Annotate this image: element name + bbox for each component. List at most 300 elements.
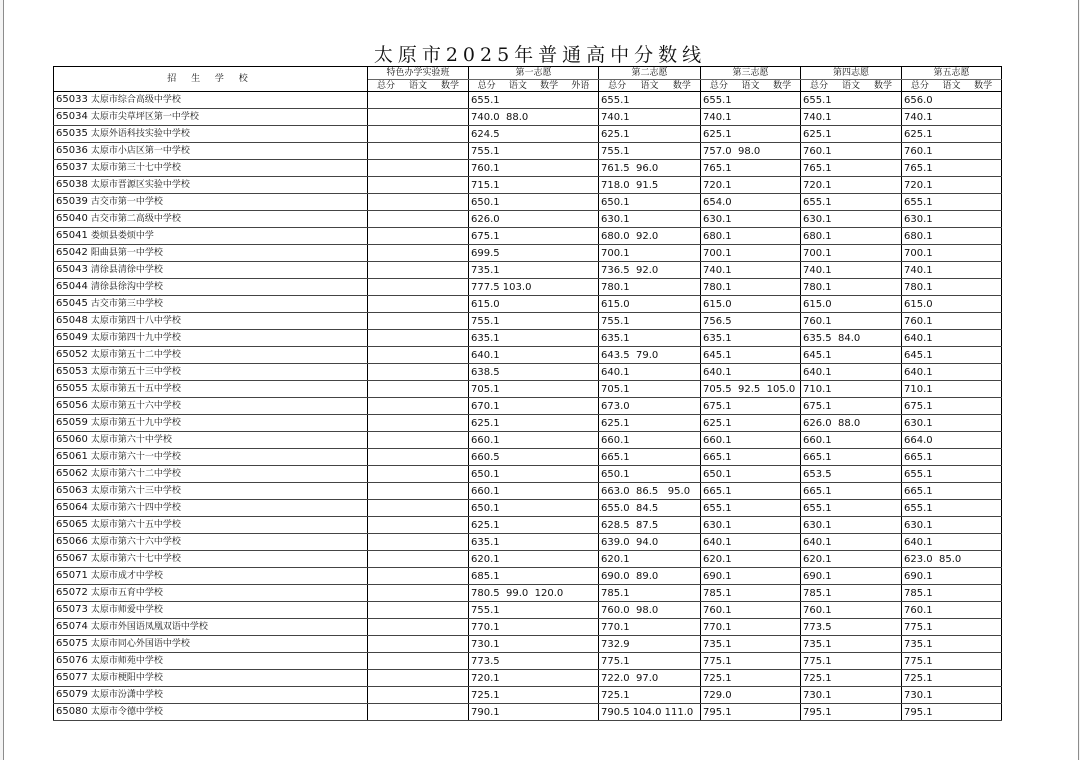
subject-label: 数学 [974, 80, 993, 91]
score-cell-v1: 730.1 [469, 636, 599, 653]
score-cell-v5: 665.1 [902, 449, 1002, 466]
score-cell-v2: 655.1 [599, 92, 701, 109]
subject-label: 语文 [508, 80, 527, 91]
subject-label: 语文 [741, 80, 760, 91]
header-subjects-5 [902, 80, 1002, 92]
score-cell-v5: 615.0 [902, 296, 1002, 313]
table-row [54, 636, 1002, 653]
score-cell-v2: 700.1 [599, 245, 701, 262]
score-cell-v4: 665.1 [801, 483, 902, 500]
subject-label: 数学 [773, 80, 792, 91]
score-cell-v1: 625.1 [469, 517, 599, 534]
score-cell-v2: 722.0 97.0 [599, 670, 701, 687]
school-name: 太原市第六十五中学校 [90, 520, 181, 530]
table-row [54, 602, 1002, 619]
score-cell-v1: 740.0 88.0 [469, 109, 599, 126]
subject-label: 外语 [571, 80, 590, 91]
score-cell-v5: 780.1 [902, 279, 1002, 296]
score-cell-v5: 656.0 [902, 92, 1002, 109]
score-cell-v2: 643.5 79.0 [599, 347, 701, 364]
score-cell-v4: 665.1 [801, 449, 902, 466]
score-cell-v3: 675.1 [701, 398, 801, 415]
score-cell-tese [368, 262, 469, 279]
table-row [54, 670, 1002, 687]
score-cell-v2: 635.1 [599, 330, 701, 347]
score-cell-v5: 775.1 [902, 653, 1002, 670]
score-cell-v5: 655.1 [902, 194, 1002, 211]
school-code: 65071 [56, 570, 88, 581]
school-name: 太原市五育中学校 [90, 588, 163, 598]
score-cell-v5: 664.0 [902, 432, 1002, 449]
score-cell-tese [368, 687, 469, 704]
score-cell-v4: 626.0 88.0 [801, 415, 902, 432]
score-cell-v1: 699.5 [469, 245, 599, 262]
score-cell-v1: 660.5 [469, 449, 599, 466]
subject-label: 总分 [709, 80, 728, 91]
score-cell-v5: 645.1 [902, 347, 1002, 364]
score-cell-v1: 615.0 [469, 296, 599, 313]
score-cell-tese [368, 296, 469, 313]
table-row [54, 432, 1002, 449]
score-cell-v2: 640.1 [599, 364, 701, 381]
score-cell-v4: 640.1 [801, 534, 902, 551]
score-cell-v3: 654.0 [701, 194, 801, 211]
score-cell-v1: 755.1 [469, 313, 599, 330]
school-cell [54, 296, 368, 313]
score-cell-v5: 760.1 [902, 313, 1002, 330]
table-row [54, 92, 1002, 109]
school-name: 太原市第四十九中学校 [90, 333, 181, 343]
header-subjects-0 [368, 80, 469, 92]
score-cell-v1: 720.1 [469, 670, 599, 687]
score-cell-v3: 690.1 [701, 568, 801, 585]
score-cell-v1: 735.1 [469, 262, 599, 279]
school-name: 清徐县徐沟中学校 [90, 282, 163, 292]
header-group-1: 第一志愿 [469, 67, 599, 80]
score-cell-v4: 760.1 [801, 313, 902, 330]
score-cell-tese [368, 551, 469, 568]
score-cell-v4: 700.1 [801, 245, 902, 262]
school-code: 65067 [56, 553, 88, 564]
school-cell [54, 670, 368, 687]
table-row [54, 551, 1002, 568]
subject-label: 语文 [640, 80, 659, 91]
score-cell-v2: 755.1 [599, 313, 701, 330]
score-cell-v3: 630.1 [701, 517, 801, 534]
score-cell-v5: 640.1 [902, 330, 1002, 347]
school-name: 清徐县清徐中学校 [90, 265, 163, 275]
school-code: 65073 [56, 604, 88, 615]
score-cell-v4: 760.1 [801, 602, 902, 619]
subject-label: 总分 [376, 80, 395, 91]
table-row [54, 585, 1002, 602]
score-cell-v4: 775.1 [801, 653, 902, 670]
school-code: 65056 [56, 400, 88, 411]
school-code: 65059 [56, 417, 88, 428]
score-cell-v2: 625.1 [599, 126, 701, 143]
score-cell-v1: 635.1 [469, 534, 599, 551]
table-row [54, 449, 1002, 466]
score-cell-v4: 735.1 [801, 636, 902, 653]
score-cell-v5: 785.1 [902, 585, 1002, 602]
school-name: 太原市第三十七中学校 [90, 163, 181, 173]
score-cell-v4: 710.1 [801, 381, 902, 398]
school-code: 65076 [56, 655, 88, 666]
score-cell-v4: 655.1 [801, 194, 902, 211]
score-cell-tese [368, 585, 469, 602]
score-cell-v1: 675.1 [469, 228, 599, 245]
table-row [54, 500, 1002, 517]
score-cell-tese [368, 415, 469, 432]
score-cell-v4: 653.5 [801, 466, 902, 483]
score-cell-tese [368, 211, 469, 228]
score-cell-v3: 625.1 [701, 415, 801, 432]
score-cell-tese [368, 177, 469, 194]
school-cell [54, 568, 368, 585]
header-school: 招 生 学 校 [54, 67, 368, 92]
score-cell-v3: 660.1 [701, 432, 801, 449]
score-cell-v1: 620.1 [469, 551, 599, 568]
score-cell-tese [368, 466, 469, 483]
score-cell-v3: 785.1 [701, 585, 801, 602]
score-cell-v1: 638.5 [469, 364, 599, 381]
table-row [54, 347, 1002, 364]
score-cell-tese [368, 636, 469, 653]
score-cell-v4: 625.1 [801, 126, 902, 143]
score-cell-v3: 770.1 [701, 619, 801, 636]
table-row [54, 704, 1002, 721]
score-cell-v2: 780.1 [599, 279, 701, 296]
score-cell-tese [368, 92, 469, 109]
score-cell-v4: 785.1 [801, 585, 902, 602]
school-code: 65035 [56, 128, 88, 139]
school-name: 太原市第六十三中学校 [90, 486, 181, 496]
score-cell-v5: 655.1 [902, 500, 1002, 517]
score-cell-v3: 630.1 [701, 211, 801, 228]
school-code: 65042 [56, 247, 88, 258]
table-row [54, 398, 1002, 415]
school-name: 太原市师爱中学校 [90, 605, 163, 615]
score-cell-v5: 700.1 [902, 245, 1002, 262]
subject-label: 总分 [809, 80, 828, 91]
school-code: 65038 [56, 179, 88, 190]
score-cell-v4: 615.0 [801, 296, 902, 313]
table-row [54, 279, 1002, 296]
score-cell-v3: 655.1 [701, 500, 801, 517]
score-cell-v4: 660.1 [801, 432, 902, 449]
score-cell-tese [368, 398, 469, 415]
score-cell-v5: 630.1 [902, 415, 1002, 432]
school-cell [54, 636, 368, 653]
score-cell-v3: 635.1 [701, 330, 801, 347]
school-name: 太原市汾潇中学校 [90, 690, 163, 700]
score-cell-v2: 785.1 [599, 585, 701, 602]
score-cell-tese [368, 126, 469, 143]
school-name: 太原市第五十二中学校 [90, 350, 181, 360]
school-cell [54, 262, 368, 279]
subject-label: 语文 [408, 80, 427, 91]
score-cell-v4: 725.1 [801, 670, 902, 687]
school-cell [54, 415, 368, 432]
school-cell [54, 398, 368, 415]
score-cell-v5: 680.1 [902, 228, 1002, 245]
score-cell-v3: 625.1 [701, 126, 801, 143]
score-cell-v5: 795.1 [902, 704, 1002, 721]
school-cell [54, 432, 368, 449]
score-cell-v4: 655.1 [801, 92, 902, 109]
school-name: 太原市令德中学校 [90, 707, 163, 717]
school-name: 太原市晋源区实验中学校 [90, 180, 190, 190]
school-name: 阳曲县第一中学校 [90, 248, 163, 258]
school-name: 古交市第二高级中学校 [90, 214, 181, 224]
school-cell [54, 602, 368, 619]
score-cell-v2: 775.1 [599, 653, 701, 670]
score-cell-tese [368, 432, 469, 449]
score-cell-v1: 777.5 103.0 [469, 279, 599, 296]
school-name: 古交市第一中学校 [90, 197, 163, 207]
score-cell-tese [368, 449, 469, 466]
subject-label: 语文 [841, 80, 860, 91]
score-cell-v2: 628.5 87.5 [599, 517, 701, 534]
school-cell [54, 500, 368, 517]
school-cell [54, 126, 368, 143]
score-cell-tese [368, 330, 469, 347]
score-cell-v2: 673.0 [599, 398, 701, 415]
school-name: 太原市外国语凤凰双语中学校 [90, 622, 208, 632]
school-name: 太原市师苑中学校 [90, 656, 163, 666]
school-cell [54, 160, 368, 177]
score-cell-v3: 665.1 [701, 449, 801, 466]
score-cell-v5: 775.1 [902, 619, 1002, 636]
table-row [54, 245, 1002, 262]
school-cell [54, 619, 368, 636]
score-cell-v5: 710.1 [902, 381, 1002, 398]
school-cell [54, 279, 368, 296]
score-cell-v5: 640.1 [902, 364, 1002, 381]
school-cell [54, 313, 368, 330]
score-cell-tese [368, 279, 469, 296]
subject-label: 数学 [540, 80, 559, 91]
score-cell-v5: 730.1 [902, 687, 1002, 704]
score-cell-v2: 732.9 [599, 636, 701, 653]
school-code: 65062 [56, 468, 88, 479]
table-row [54, 262, 1002, 279]
score-cell-v2: 615.0 [599, 296, 701, 313]
header-subjects-2 [599, 80, 701, 92]
table-row [54, 568, 1002, 585]
score-cell-v4: 645.1 [801, 347, 902, 364]
school-cell [54, 347, 368, 364]
score-cell-v4: 795.1 [801, 704, 902, 721]
score-cell-v2: 736.5 92.0 [599, 262, 701, 279]
score-cell-v2: 650.1 [599, 466, 701, 483]
table-row [54, 687, 1002, 704]
score-cell-v5: 735.1 [902, 636, 1002, 653]
score-cell-v2: 690.0 89.0 [599, 568, 701, 585]
header-group-3: 第三志愿 [701, 67, 801, 80]
table-row [54, 313, 1002, 330]
table-row [54, 177, 1002, 194]
score-cell-v2: 655.0 84.5 [599, 500, 701, 517]
table-row [54, 534, 1002, 551]
score-cell-tese [368, 483, 469, 500]
score-cell-v5: 740.1 [902, 262, 1002, 279]
score-cell-v2: 705.1 [599, 381, 701, 398]
score-cell-v1: 650.1 [469, 500, 599, 517]
school-name: 太原市第五十六中学校 [90, 401, 181, 411]
score-cell-tese [368, 194, 469, 211]
subject-label: 数学 [672, 80, 691, 91]
school-name: 太原市同心外国语中学校 [90, 639, 190, 649]
table-row [54, 619, 1002, 636]
score-cell-v5: 760.1 [902, 143, 1002, 160]
score-cell-v4: 680.1 [801, 228, 902, 245]
table-row [54, 160, 1002, 177]
score-table [53, 66, 1002, 721]
score-cell-v2: 630.1 [599, 211, 701, 228]
score-cell-v2: 755.1 [599, 143, 701, 160]
score-cell-v2: 625.1 [599, 415, 701, 432]
school-name: 太原市第五十五中学校 [90, 384, 181, 394]
school-name: 太原市第六十六中学校 [90, 537, 181, 547]
score-cell-v4: 773.5 [801, 619, 902, 636]
school-code: 65072 [56, 587, 88, 598]
school-code: 65063 [56, 485, 88, 496]
score-cell-v5: 765.1 [902, 160, 1002, 177]
score-cell-v2: 770.1 [599, 619, 701, 636]
score-cell-v3: 795.1 [701, 704, 801, 721]
score-cell-v3: 775.1 [701, 653, 801, 670]
table-body [54, 92, 1002, 721]
score-cell-v5: 760.1 [902, 602, 1002, 619]
school-code: 65080 [56, 706, 88, 717]
score-cell-v1: 780.5 99.0 120.0 [469, 585, 599, 602]
score-cell-v2: 718.0 91.5 [599, 177, 701, 194]
header-subjects-3 [701, 80, 801, 92]
score-cell-v4: 635.5 84.0 [801, 330, 902, 347]
school-code: 65053 [56, 366, 88, 377]
header-group-5: 第五志愿 [902, 67, 1002, 80]
header-group-tese: 特色办学实验班 [368, 67, 469, 80]
school-cell [54, 585, 368, 602]
header-subjects-1 [469, 80, 599, 92]
school-name: 太原市第四十八中学校 [90, 316, 181, 326]
header-group-4: 第四志愿 [801, 67, 902, 80]
score-cell-v1: 635.1 [469, 330, 599, 347]
score-cell-v4: 640.1 [801, 364, 902, 381]
score-cell-v1: 770.1 [469, 619, 599, 636]
score-cell-v3: 757.0 98.0 [701, 143, 801, 160]
score-cell-v3: 720.1 [701, 177, 801, 194]
school-name: 太原市成才中学校 [90, 571, 163, 581]
score-cell-tese [368, 228, 469, 245]
score-cell-v1: 705.1 [469, 381, 599, 398]
score-cell-v3: 740.1 [701, 262, 801, 279]
school-cell [54, 534, 368, 551]
score-cell-v2: 725.1 [599, 687, 701, 704]
school-code: 65060 [56, 434, 88, 445]
score-cell-v1: 655.1 [469, 92, 599, 109]
score-cell-v4: 720.1 [801, 177, 902, 194]
table-row [54, 126, 1002, 143]
score-cell-v4: 760.1 [801, 143, 902, 160]
score-cell-tese [368, 364, 469, 381]
score-cell-v3: 780.1 [701, 279, 801, 296]
table-row [54, 517, 1002, 534]
school-code: 65079 [56, 689, 88, 700]
school-code: 65037 [56, 162, 88, 173]
table-row [54, 381, 1002, 398]
score-cell-v3: 700.1 [701, 245, 801, 262]
score-cell-v4: 740.1 [801, 109, 902, 126]
school-cell [54, 228, 368, 245]
score-cell-v3: 665.1 [701, 483, 801, 500]
score-cell-v3: 620.1 [701, 551, 801, 568]
score-cell-tese [368, 704, 469, 721]
score-cell-v5: 640.1 [902, 534, 1002, 551]
subject-label: 数学 [873, 80, 892, 91]
score-cell-tese [368, 381, 469, 398]
score-cell-v1: 773.5 [469, 653, 599, 670]
table-row [54, 143, 1002, 160]
school-name: 太原市第六十二中学校 [90, 469, 181, 479]
score-cell-v2: 639.0 94.0 [599, 534, 701, 551]
school-name: 太原市尖草坪区第一中学校 [90, 112, 199, 122]
school-cell [54, 109, 368, 126]
table-row [54, 466, 1002, 483]
school-code: 65048 [56, 315, 88, 326]
school-name: 太原市第六十中学校 [90, 435, 172, 445]
score-cell-tese [368, 619, 469, 636]
school-code: 65036 [56, 145, 88, 156]
score-cell-v1: 790.1 [469, 704, 599, 721]
score-cell-tese [368, 602, 469, 619]
score-cell-v1: 626.0 [469, 211, 599, 228]
score-cell-v3: 655.1 [701, 92, 801, 109]
score-cell-v1: 755.1 [469, 143, 599, 160]
score-cell-v1: 660.1 [469, 432, 599, 449]
school-code: 65049 [56, 332, 88, 343]
score-cell-v1: 685.1 [469, 568, 599, 585]
score-cell-tese [368, 143, 469, 160]
score-cell-tese [368, 500, 469, 517]
school-cell [54, 704, 368, 721]
score-cell-v2: 663.0 86.5 95.0 [599, 483, 701, 500]
score-cell-v4: 690.1 [801, 568, 902, 585]
score-cell-v5: 630.1 [902, 517, 1002, 534]
subject-label: 总分 [608, 80, 627, 91]
school-name: 太原市第五十九中学校 [90, 418, 181, 428]
school-code: 65065 [56, 519, 88, 530]
score-cell-v5: 630.1 [902, 211, 1002, 228]
subject-label: 数学 [440, 80, 459, 91]
score-cell-tese [368, 347, 469, 364]
school-name: 古交市第三中学校 [90, 299, 163, 309]
school-cell [54, 466, 368, 483]
subject-label: 总分 [910, 80, 929, 91]
score-cell-v3: 615.0 [701, 296, 801, 313]
score-cell-v4: 630.1 [801, 211, 902, 228]
score-cell-v3: 740.1 [701, 109, 801, 126]
school-name: 太原市第六十一中学校 [90, 452, 181, 462]
school-code: 65052 [56, 349, 88, 360]
school-name: 太原外语科技实验中学校 [90, 129, 190, 139]
score-cell-v4: 620.1 [801, 551, 902, 568]
score-cell-v4: 675.1 [801, 398, 902, 415]
score-cell-tese [368, 653, 469, 670]
school-cell [54, 92, 368, 109]
school-code: 65075 [56, 638, 88, 649]
